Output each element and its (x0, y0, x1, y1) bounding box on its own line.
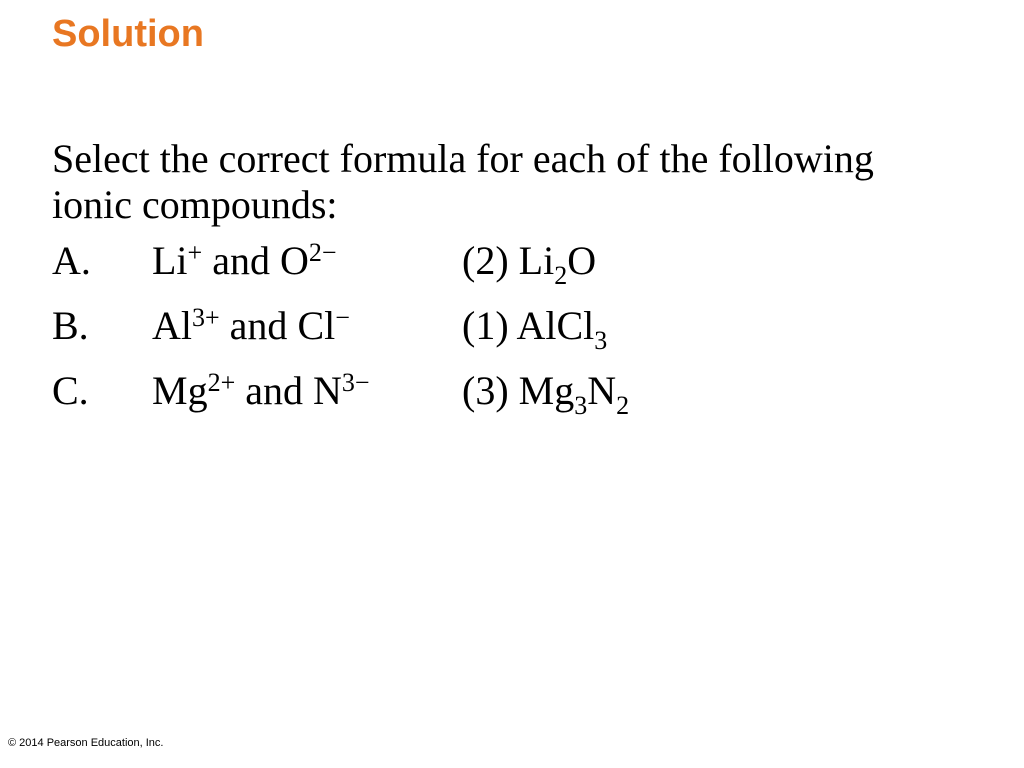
element-subscript: 3 (594, 326, 608, 355)
anion-charge: − (335, 303, 350, 332)
cation-symbol: Mg (152, 368, 208, 413)
element-symbol: AlCl (516, 303, 595, 348)
answer-number: (1) (462, 303, 509, 348)
connector-text: and (229, 303, 288, 348)
anion-symbol: Cl (297, 303, 336, 348)
element-symbol: Mg (518, 368, 575, 413)
question-prompt: Select the correct formula for each of the following ionic compounds: (52, 136, 874, 227)
element-symbol: O (567, 238, 597, 283)
element-symbol: Li (518, 238, 555, 283)
cation-symbol: Al (152, 303, 192, 348)
formula-answer (462, 366, 630, 420)
answer-row-c (0, 366, 1024, 420)
ion-pair (152, 301, 350, 351)
answer-row-a (0, 236, 1024, 290)
cation-symbol: Li (152, 238, 188, 283)
anion-symbol: N (313, 368, 342, 413)
formula-answer (462, 301, 608, 355)
item-letter: C. (52, 368, 89, 413)
answer-row-b (0, 301, 1024, 355)
connector-text: and (245, 368, 304, 413)
connector-text: and (212, 238, 270, 283)
answer-number: (3) (462, 368, 509, 413)
cation-charge: 2+ (207, 368, 236, 397)
slide-title: Solution (52, 13, 204, 55)
answer-number: (2) (462, 238, 509, 283)
anion-symbol: O (279, 238, 309, 283)
element-symbol: N (587, 368, 617, 413)
element-subscript: 2 (554, 261, 568, 290)
cation-charge: + (187, 238, 203, 267)
element-subscript: 3 (574, 391, 588, 420)
element-subscript: 2 (616, 391, 630, 420)
item-letter: B. (52, 303, 89, 348)
formula-answer (462, 236, 597, 290)
item-letter: A. (52, 238, 91, 283)
cation-charge: 3+ (192, 303, 220, 332)
anion-charge: 3− (341, 368, 370, 397)
copyright-notice: © 2014 Pearson Education, Inc. (8, 737, 164, 749)
anion-charge: 2− (308, 238, 337, 267)
ion-pair (152, 236, 337, 286)
ion-pair (152, 366, 370, 416)
